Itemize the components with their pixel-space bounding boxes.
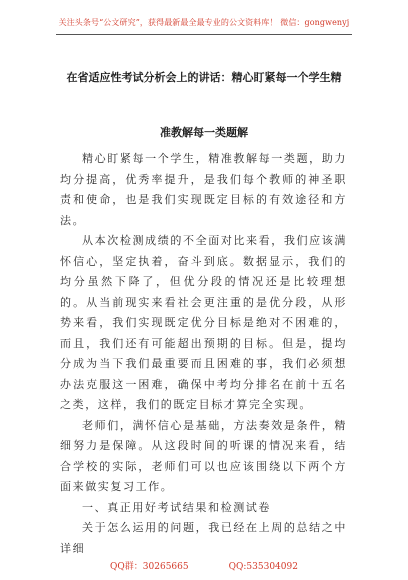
paragraph: 关于怎么运用的问题，我已经在上周的总结之中详细 — [60, 521, 347, 555]
footer-qq-group: QQ群：30265665 — [110, 562, 189, 572]
paragraph: 精心盯紧每一个学生，精准教解每一类题，助力均分提高，优秀率提升，是我们每个教师的神圣职责和使命，也是我们实现既定目标的有效途径和方法。 — [60, 152, 347, 227]
document-body — [60, 149, 347, 559]
document-title-line-1: 在省适应性考试分析会上的讲话：精心盯紧每一个学生精 — [66, 71, 342, 84]
header-divider — [56, 34, 352, 35]
footer-contact — [0, 559, 408, 572]
section-heading: 一、真正用好考试结果和检测试卷 — [82, 500, 271, 514]
footer-qq: QQ:535304092 — [228, 562, 298, 572]
header-notice: 关注头条号“公文研究”，获得最新最全最专业的公文资料库！ 微信：gongwenyj — [58, 18, 350, 27]
paragraph: 老师们，满怀信心是基础，方法奏效是条件，精细努力是保障。从这段时间的听课的情况来看，结合学校的实际，老师们可以也应该围绕以下两个方面来做实复习工作。 — [60, 418, 347, 493]
document-title-line-2: 准教解每一类题解 — [160, 126, 248, 139]
paragraph: 从本次检测成绩的不全面对比来看，我们应该满怀信心，坚定执着，奋斗到底。数据显示，我们的均分虽然下降了，但优分段的情况还是比较理想的。从当前现实来看社会更注重的是优分段，从形势来看，我们实现既定优分目标是绝对不困难的，而且，我们还有可能超出预期的目标。但是，提均分成为当下我们最重要而且困难的事，我们必须想办法克服这一困难，确保中考均分排名在前十五名之类，这样，我们的既定目标才算完全实现。 — [60, 234, 347, 411]
